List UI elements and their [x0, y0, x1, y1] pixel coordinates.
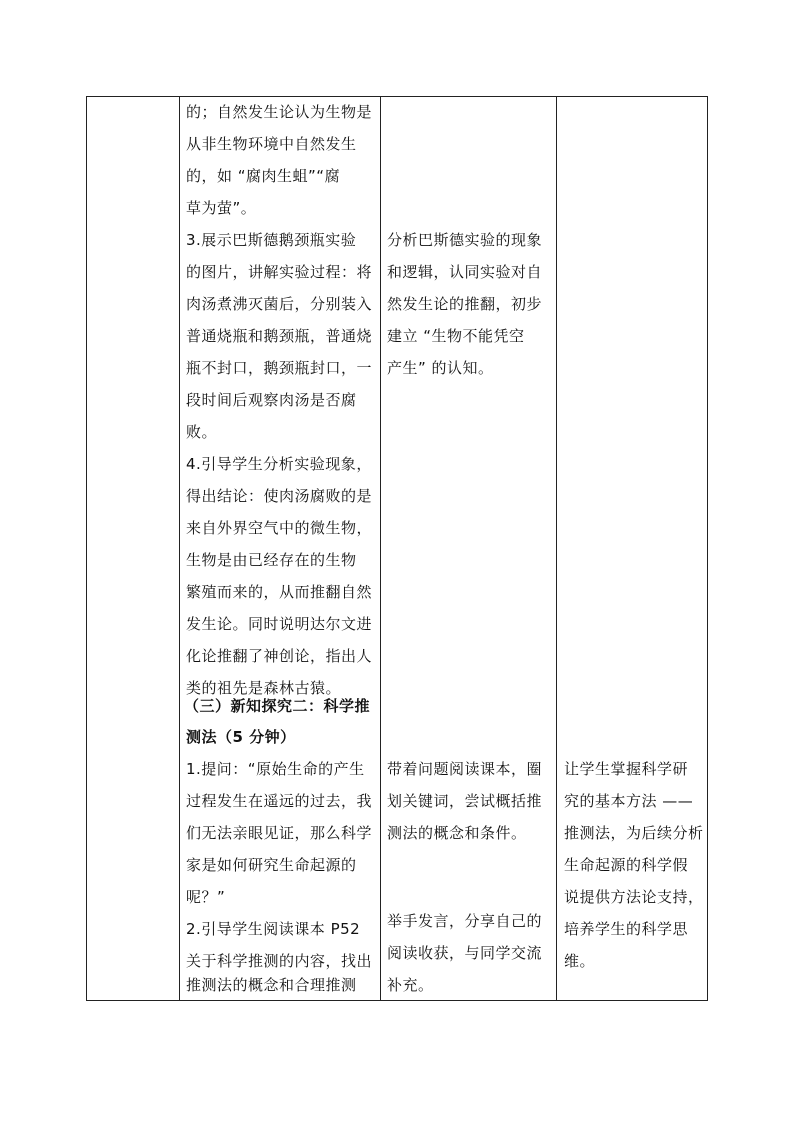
- text-line: 分析巴斯德实验的现象: [387, 231, 543, 249]
- text-line: 得出结论：使肉汤腐败的是: [186, 487, 373, 505]
- text-line: 推测法的概念和合理推测: [186, 976, 357, 994]
- text-line: 培养学生的科学思: [564, 920, 689, 938]
- text-line: 们无法亲眼见证，那么科学: [186, 824, 373, 842]
- text-line: 产生” 的认知。: [387, 359, 494, 377]
- section-heading: （三）新知探究二：科学推: [184, 697, 371, 715]
- column-divider: [556, 97, 557, 1000]
- text-line: 说提供方法论支持，: [564, 888, 704, 906]
- text-line: 瓶不封口，鹅颈瓶封口，一: [186, 359, 373, 377]
- text-line: 生物是由已经存在的生物: [186, 551, 357, 569]
- text-line: 然发生论的推翻，初步: [387, 295, 543, 313]
- text-line: 和逻辑，认同实验对自: [387, 263, 543, 281]
- lesson-plan-table: [86, 96, 708, 1001]
- text-line: 3.展示巴斯德鹅颈瓶实验: [186, 231, 357, 249]
- design-intent-cell: [564, 97, 706, 1000]
- text-line: 2.引导学生阅读课本 P52: [186, 920, 361, 938]
- text-line: 类的祖先是森林古猿。: [186, 679, 342, 697]
- text-line: 段时间后观察肉汤是否腐: [186, 391, 357, 409]
- column-divider: [380, 97, 381, 1000]
- text-line: 家是如何研究生命起源的: [186, 856, 357, 874]
- text-line: 来自外界空气中的微生物，: [186, 519, 373, 537]
- text-line: 发生论。同时说明达尔文进: [186, 615, 373, 633]
- text-line: 补充。: [387, 976, 434, 994]
- text-line: 关于科学推测的内容，找出: [186, 952, 373, 970]
- text-line: 肉汤煮沸灭菌后，分别装入: [186, 295, 373, 313]
- section-heading: 测法（5 分钟）: [186, 728, 296, 746]
- student-activity-cell: [387, 97, 555, 1000]
- text-line: 化论推翻了神创论，指出人: [186, 647, 373, 665]
- text-line: 生命起源的科学假: [564, 856, 689, 874]
- column-divider: [179, 97, 180, 1000]
- text-line: 从非生物环境中自然发生: [186, 135, 357, 153]
- text-line: 的；自然发生论认为生物是: [186, 103, 373, 121]
- text-line: 4.引导学生分析实验现象，: [186, 455, 372, 473]
- text-line: 的，如 “腐肉生蛆”“腐: [186, 167, 341, 185]
- text-line: 草为萤”。: [186, 199, 257, 217]
- text-line: 1.提问：“原始生命的产生: [186, 760, 365, 778]
- text-line: 繁殖而来的，从而推翻自然: [186, 583, 373, 601]
- text-line: 普通烧瓶和鹅颈瓶，普通烧: [186, 327, 373, 345]
- teacher-activity-cell: [186, 97, 378, 1000]
- text-line: 过程发生在遥远的过去，我: [186, 792, 373, 810]
- text-line: 让学生掌握科学研: [564, 760, 689, 778]
- text-line: 维。: [564, 952, 596, 970]
- table-cell-col1: [87, 97, 179, 1000]
- text-line: 究的基本方法 ——: [564, 792, 694, 810]
- text-line: 阅读收获，与同学交流: [387, 944, 543, 962]
- text-line: 带着问题阅读课本，圈: [387, 760, 543, 778]
- text-line: 推测法，为后续分析: [564, 824, 704, 842]
- text-line: 的图片，讲解实验过程：将: [186, 263, 373, 281]
- text-line: 举手发言，分享自己的: [387, 912, 543, 930]
- text-line: 败。: [186, 423, 218, 441]
- text-line: 呢？”: [186, 888, 226, 906]
- text-line: 建立 “生物不能凭空: [387, 327, 525, 345]
- text-line: 测法的概念和条件。: [387, 824, 527, 842]
- text-line: 划关键词，尝试概括推: [387, 792, 543, 810]
